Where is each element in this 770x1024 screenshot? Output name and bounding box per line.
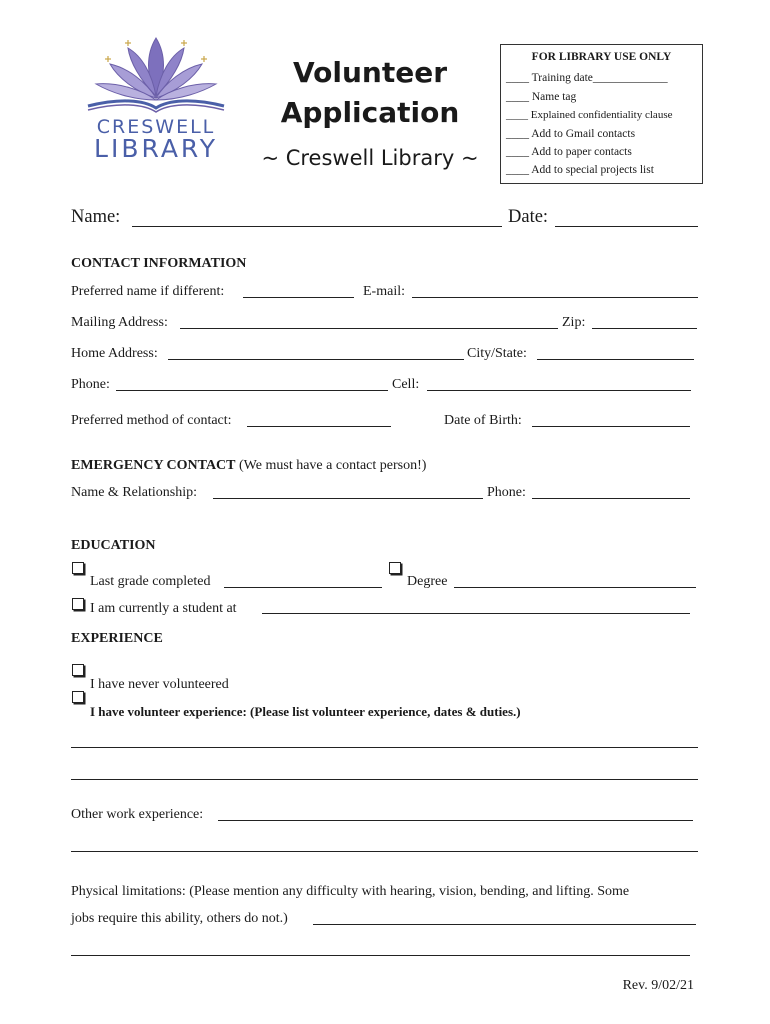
zip-field[interactable] xyxy=(592,328,697,329)
never-volunteered-label: I have never volunteered xyxy=(90,677,229,692)
name-label: Name: xyxy=(71,207,121,227)
physical-limitations-field[interactable] xyxy=(313,924,696,925)
education-heading: EDUCATION xyxy=(71,538,156,553)
home-address-field[interactable] xyxy=(168,359,464,360)
cell-field[interactable] xyxy=(427,390,691,391)
preferred-method-field[interactable] xyxy=(247,426,391,427)
emergency-phone-field[interactable] xyxy=(532,498,690,499)
preferred-method-label: Preferred method of contact: xyxy=(71,413,232,428)
home-address-label: Home Address: xyxy=(71,346,158,361)
emergency-heading: EMERGENCY CONTACT xyxy=(71,458,236,473)
emergency-heading-row xyxy=(71,458,426,474)
last-grade-field[interactable] xyxy=(224,587,382,588)
physical-limitations-line-2[interactable] xyxy=(71,955,690,956)
contact-heading: CONTACT INFORMATION xyxy=(71,256,247,271)
student-label: I am currently a student at xyxy=(90,601,237,616)
emergency-note: (We must have a contact person!) xyxy=(239,458,427,473)
logo-line-1: CRESWELL xyxy=(96,116,216,138)
date-label: Date: xyxy=(508,207,549,227)
library-use-header: FOR LIBRARY USE ONLY xyxy=(531,51,672,63)
other-work-label: Other work experience: xyxy=(71,807,204,822)
mailing-address-field[interactable] xyxy=(180,328,558,329)
name-relationship-field[interactable] xyxy=(213,498,483,499)
cell-label: Cell: xyxy=(392,377,420,392)
dob-label: Date of Birth: xyxy=(444,413,522,428)
name-field[interactable] xyxy=(132,226,502,227)
experience-line-2[interactable] xyxy=(71,779,698,780)
last-grade-label: Last grade completed xyxy=(90,574,211,589)
page-title-line-1: Volunteer xyxy=(292,56,447,89)
date-field[interactable] xyxy=(555,226,698,227)
email-field[interactable] xyxy=(412,297,698,298)
other-work-line-2[interactable] xyxy=(71,851,698,852)
physical-limitations-label: Physical limitations: (Please mention any difficulty with hearing, vision, bending, and lifting. Some xyxy=(71,884,630,899)
never-volunteered-checkbox[interactable] xyxy=(72,664,84,676)
preferred-name-label: Preferred name if different: xyxy=(71,284,225,299)
lotus-book-icon xyxy=(80,34,232,114)
library-use-item: ____ Explained confidentiality clause xyxy=(506,109,673,121)
last-grade-checkbox[interactable] xyxy=(72,562,84,574)
email-label: E-mail: xyxy=(363,284,405,299)
physical-limitations-label-2: jobs require this ability, others do not.) xyxy=(71,911,288,926)
library-use-item: ____ Training date_____________ xyxy=(506,72,668,84)
emergency-phone-label: Phone: xyxy=(487,485,526,500)
library-use-item: ____ Add to paper contacts xyxy=(506,146,632,158)
page-title-line-2: Application xyxy=(280,96,460,129)
dob-field[interactable] xyxy=(532,426,690,427)
student-checkbox[interactable] xyxy=(72,598,84,610)
degree-label: Degree xyxy=(407,574,448,589)
experience-heading: EXPERIENCE xyxy=(71,631,163,646)
zip-label: Zip: xyxy=(562,315,586,330)
degree-field[interactable] xyxy=(454,587,696,588)
degree-checkbox[interactable] xyxy=(389,562,401,574)
mailing-address-label: Mailing Address: xyxy=(71,315,168,330)
library-use-item: ____ Add to special projects list xyxy=(506,164,654,176)
have-volunteered-checkbox[interactable] xyxy=(72,691,84,703)
other-work-field[interactable] xyxy=(218,820,693,821)
preferred-name-field[interactable] xyxy=(243,297,354,298)
city-state-label: City/State: xyxy=(467,346,527,361)
student-school-field[interactable] xyxy=(262,613,690,614)
library-use-box xyxy=(500,44,703,184)
name-relationship-label: Name & Relationship: xyxy=(71,485,197,500)
experience-line-1[interactable] xyxy=(71,747,698,748)
revision-date: Rev. 9/02/21 xyxy=(622,978,694,993)
city-state-field[interactable] xyxy=(537,359,694,360)
page-subtitle: ~ Creswell Library ~ xyxy=(261,146,479,170)
library-use-item: ____ Add to Gmail contacts xyxy=(506,128,636,140)
phone-field[interactable] xyxy=(116,390,388,391)
library-use-item: ____ Name tag xyxy=(506,91,577,103)
have-volunteered-label: I have volunteer experience: (Please list volunteer experience, dates & duties.) xyxy=(90,704,521,719)
library-logo xyxy=(80,34,232,163)
phone-label: Phone: xyxy=(71,377,110,392)
logo-line-2: LIBRARY xyxy=(94,134,218,163)
